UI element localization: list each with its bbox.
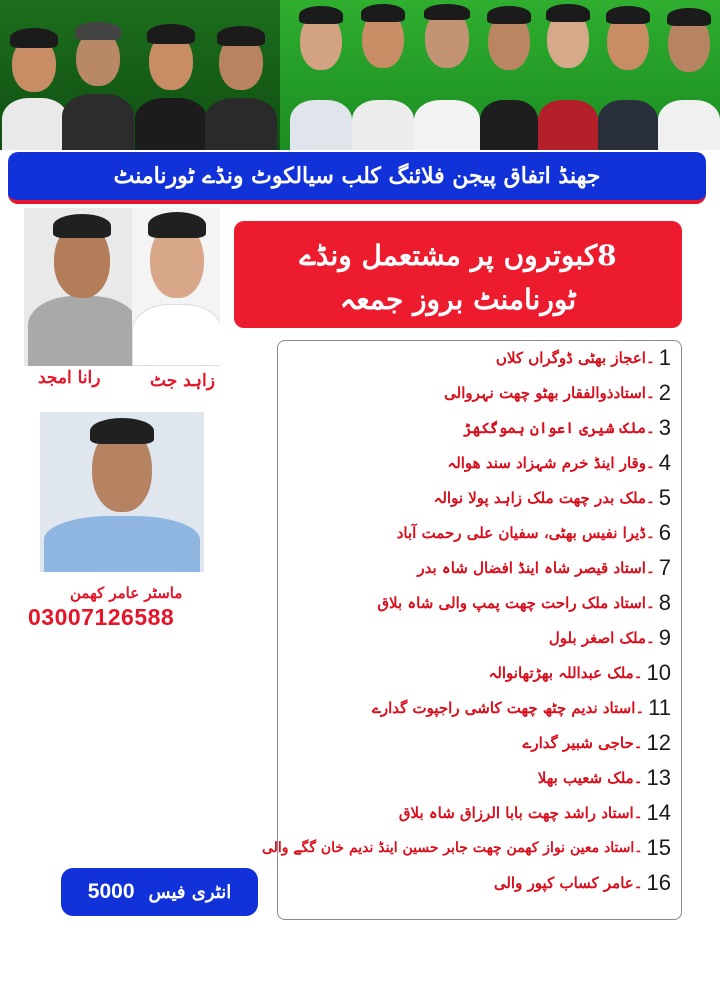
master-phone: 03007126588 xyxy=(28,604,175,630)
banner-portrait-1 xyxy=(0,10,70,150)
list-item: 2 ۔استادذوالفقار بھٹو چھت نہروالی xyxy=(444,380,671,405)
list-item: 12 ۔حاجی شبیر گدارے xyxy=(522,730,671,755)
list-item: 9 ۔ملک اصغر بلول xyxy=(548,625,671,650)
headline-line-2: ٹورنامنٹ بروز جمعہ xyxy=(339,283,577,316)
list-item: 11 ۔استاد ندیم چٹھ چھت کاشی راجپوت گدارے xyxy=(372,695,671,720)
entry-fee-badge xyxy=(61,868,258,916)
master-photo xyxy=(40,412,204,572)
list-item: 5 ۔ملک بدر چھت ملک زاہد پولا نوالہ xyxy=(433,485,671,510)
banner-portrait-2 xyxy=(62,10,134,150)
organizer-photo-left xyxy=(24,208,142,366)
headline-box xyxy=(234,221,682,328)
list-item: 10 ۔ملک عبداللہ بھڑتھانوالہ xyxy=(488,660,671,685)
list-item: 4 ۔وقار اینڈ خرم شہزاد سند ھوالہ xyxy=(447,450,671,475)
tournament-title: جهنڈ اتفاق پیجن فلائنگ کلب سیالکوٹ ونڈے ٹورنامنٹ xyxy=(8,152,706,204)
master-name: ماسٹر عامر کھمن xyxy=(70,584,183,602)
photo-banner xyxy=(0,0,720,150)
list-item: 1 ۔اعجاز بھٹی ڈوگراں کلاں xyxy=(495,345,671,370)
organizer-name-left: رانا امجد xyxy=(38,368,101,388)
banner-portrait-11 xyxy=(658,4,720,150)
list-item: 13 ۔ملک شعیب بھلا xyxy=(537,765,671,790)
participants-list xyxy=(261,340,682,920)
list-item: 15 ۔استاد معین نواز کھمن چھت جابر حسین اینڈ ندیم خان گگے والی xyxy=(261,835,671,860)
entry-fee-label: انٹری فیس xyxy=(148,881,232,903)
list-item: 14 ۔استاد راشد چھت بابا الرزاق شاہ بلاق xyxy=(398,800,671,825)
banner-portrait-7 xyxy=(414,4,480,150)
banner-portrait-5 xyxy=(290,4,352,150)
organizer-name-right: زاہد جٹ xyxy=(150,371,215,391)
list-item: 7 ۔استاد قیصر شاہ اینڈ افضال شاہ بدر xyxy=(417,555,671,580)
banner-portrait-9 xyxy=(538,4,598,150)
banner-portrait-8 xyxy=(480,4,538,150)
entry-fee-amount: 5000 xyxy=(87,880,135,903)
headline-line-1: 8کبوتروں پر مشتعمل ونڈے xyxy=(299,239,617,272)
banner-portrait-10 xyxy=(598,4,658,150)
banner-portrait-4 xyxy=(205,10,277,150)
banner-portrait-3 xyxy=(135,10,207,150)
organizer-photo-right xyxy=(132,208,220,366)
list-item: 16 ۔عامر کساب کپور والی xyxy=(493,870,671,895)
banner-portrait-6 xyxy=(352,4,414,150)
list-item: 6 ۔ڈیرا نفیس بھٹی، سفیان علی رحمت آباد xyxy=(396,520,671,545)
list-item: 3 ۔ملک شیری اعوان ہموگکھڑ xyxy=(463,415,671,440)
list-item: 8 ۔استاد ملک راحت چھت پمپ والی شاہ بلاق xyxy=(377,590,671,615)
